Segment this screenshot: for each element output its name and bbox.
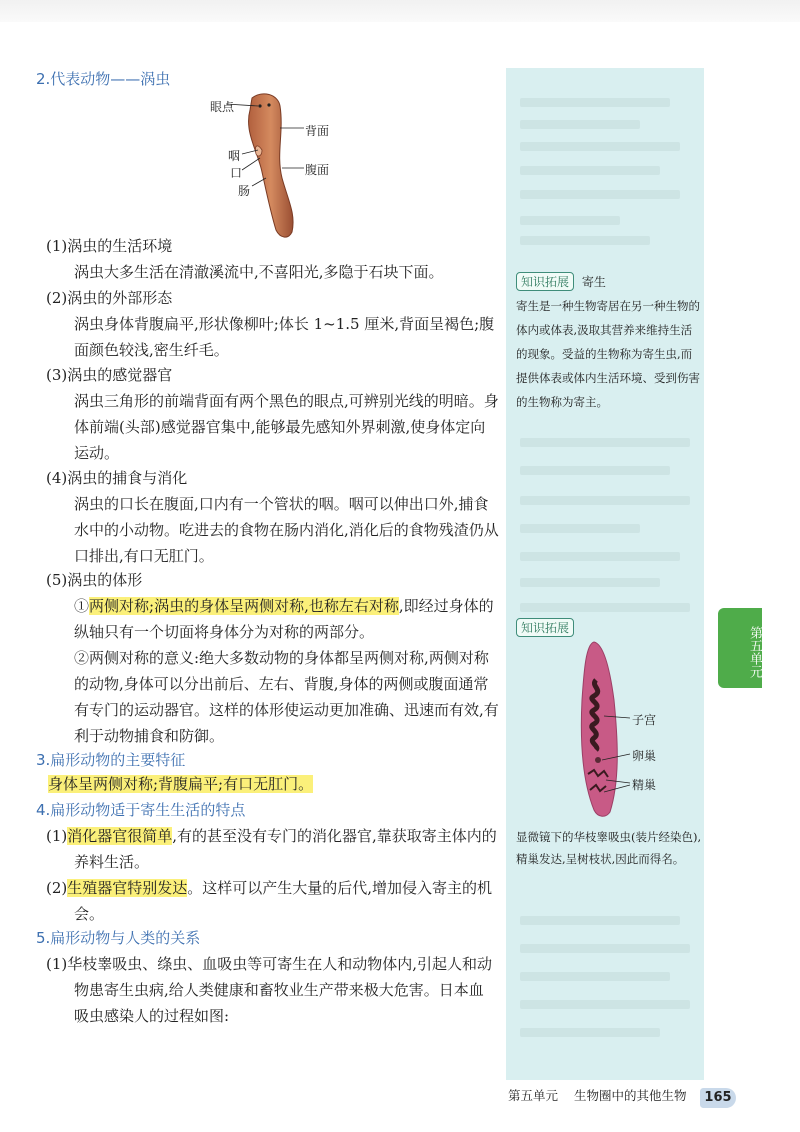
knowledge-box-1-title: 寄生 [581, 275, 606, 289]
label-testis: 精巢 [632, 778, 657, 792]
label-eyespot: 眼点 [210, 100, 235, 114]
highlight-reproductive: 生殖器官特别发达 [67, 879, 188, 897]
label-ovary: 卵巢 [632, 749, 657, 763]
footer-chapter: 生物圈中的其他生物 [574, 1088, 687, 1103]
knowledge-badge-1: 知识拓展 [516, 272, 574, 291]
subheading-3: (3)涡虫的感觉器官 [46, 366, 173, 384]
section-4-item-2 [46, 875, 498, 927]
highlight-features: 身体呈两侧对称;背腹扁平;有口无肛门。 [48, 775, 314, 793]
paragraph-5b: ②两侧对称的意义:绝大多数动物的身体都呈两侧对称,两侧对称的动物,身体可以分出前后、左右、背腹,身体的两侧或腹面通常有专门的运动器官。这样的体形使运动更加准确、迅速而有效,有利于动物捕食和防御。 [74, 649, 499, 745]
paragraph-2: 涡虫身体背腹扁平,形状像柳叶;体长 1~1.5 厘米,背面呈褐色;腹面颜色较浅,密生纤毛。 [74, 315, 495, 359]
label-back: 背面 [305, 124, 330, 138]
subheading-5: (5)涡虫的体形 [46, 571, 143, 589]
paragraph-4: 涡虫的口长在腹面,口内有一个管状的咽。咽可以伸出口外,捕食水中的小动物。吃进去的食物在肠内消化,消化后的食物残渣仍从口排出,有口无肛门。 [74, 495, 499, 565]
subheading-2: (2)涡虫的外部形态 [46, 289, 173, 307]
label-belly: 腹面 [305, 163, 330, 177]
sidebar-panel [506, 68, 704, 1080]
item-1-rest: ,有的甚至没有专门的消化器官,靠获取寄主体内的养料生活。 [74, 827, 497, 871]
label-gut: 肠 [238, 184, 251, 198]
page-number: 165 [700, 1088, 736, 1108]
liver-fluke-caption: 显微镜下的华枝睾吸虫(装片经染色),精巢发达,呈树枝状,因此而得名。 [516, 830, 702, 866]
item-1-mark: (1) [46, 827, 68, 845]
section-title-5: 5.扁形动物与人类的关系 [36, 929, 201, 947]
liver-fluke-figure [560, 640, 650, 820]
footer-unit: 第五单元 [508, 1088, 559, 1103]
knowledge-box-1-text: 寄生是一种生物寄居在另一种生物的体内或体表,汲取其营养来维持生活的现象。受益的生物称为寄生虫,而提供体表或体内生活环境、受到伤害的生物称为寄主。 [516, 299, 700, 409]
label-pharynx: 咽 [228, 149, 241, 163]
subheading-1: (1)涡虫的生活环境 [46, 237, 173, 255]
label-mouth: 口 [230, 166, 243, 180]
paragraph-5a [74, 593, 500, 645]
item-2-mark: (2) [46, 879, 68, 897]
knowledge-badge-2: 知识拓展 [516, 618, 574, 637]
numeral-1: ① [74, 597, 90, 615]
knowledge-box-1-header [516, 272, 606, 291]
section-5-paragraph: (1)华枝睾吸虫、绦虫、血吸虫等可寄生在人和动物体内,引起人和动物患寄生虫病,给人类健康和畜牧业生产带来极大危害。日本血吸虫感染人的过程如图: [46, 955, 493, 1025]
paragraph-3: 涡虫三角形的前端背面有两个黑色的眼点,可辨别光线的明暗。身体前端(头部)感觉器官集中,能够最先感知外界刺激,使身体定向运动。 [74, 392, 499, 462]
unit-side-tab[interactable]: 第五单元 [718, 608, 762, 688]
subheading-4: (4)涡虫的捕食与消化 [46, 469, 188, 487]
paragraph-5a-rest: ,即经过身体的纵轴只有一个切面将身体分为对称的两部分。 [74, 597, 494, 641]
top-band [0, 0, 800, 22]
paragraph-1: 涡虫大多生活在清澈溪流中,不喜阳光,多隐于石块下面。 [74, 263, 444, 281]
section-title-2: 2.代表动物——涡虫 [36, 70, 171, 88]
highlight-symmetry: 两侧对称;涡虫的身体呈两侧对称,也称左右对称 [89, 597, 399, 615]
knowledge-box-2-header [516, 618, 574, 637]
section-4-item-1 [46, 823, 498, 875]
item-2-rest: 。这样可以产生大量的后代,增加侵入寄主的机会。 [74, 879, 493, 923]
label-uterus: 子宫 [632, 713, 657, 727]
section-title-4: 4.扁形动物适于寄生生活的特点 [36, 801, 246, 819]
section-title-3: 3.扁形动物的主要特征 [36, 751, 186, 769]
section-3-text [48, 771, 474, 797]
highlight-digestive: 消化器官很简单 [67, 827, 173, 845]
